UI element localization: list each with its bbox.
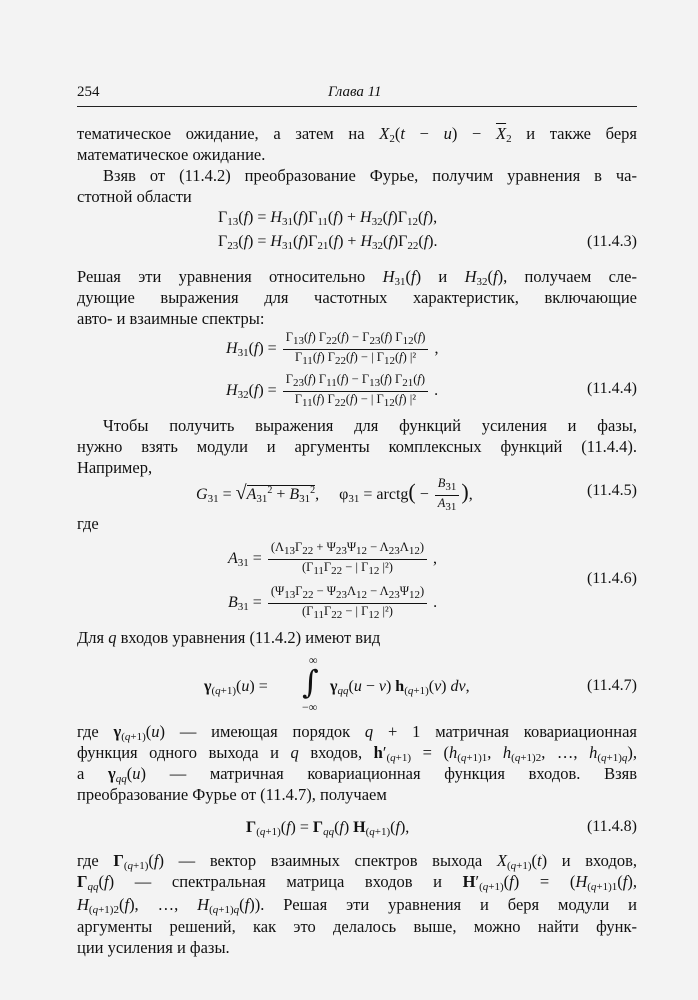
text-fragment: тематическое ожидание, а затем на: [77, 124, 380, 143]
text-line-3: Взяв от (11.4.2) преобразование Фурье, получим уравнения в ча-: [103, 166, 637, 185]
text-fragment: . Решая эти уравнения и беря модули и: [260, 895, 638, 914]
integral-upper-limit: ∞: [309, 653, 318, 667]
text-fragment: где: [77, 851, 114, 870]
eq-number: (11.4.4): [586, 380, 637, 397]
text-fragment: , получаем сле-: [503, 267, 637, 286]
text-fragment: и входов,: [547, 851, 638, 870]
eq-number: (11.4.6): [586, 570, 637, 587]
text-line-4: стотной области: [77, 187, 192, 206]
text-fragment: и: [421, 267, 465, 286]
eq-number: (11.4.5): [586, 482, 637, 499]
text-fragment: а: [77, 764, 109, 783]
text-fragment: — вектор взаимных спектров выхода: [163, 851, 497, 870]
text-line-21: ции усиления и фазы.: [77, 938, 230, 957]
text-fragment: Решая эти уравнения относительно: [77, 267, 383, 286]
text-fragment: — спектральная матрица входов и: [114, 872, 463, 891]
text-fragment: входов уравнения (11.4.2) имеют вид: [116, 628, 381, 647]
text-line-8: Чтобы получить выражения для функций усиления и фазы,: [103, 416, 637, 435]
text-fragment: …,: [157, 895, 198, 914]
integral-lower-limit: −∞: [302, 700, 318, 714]
text-line-16: преобразование Фурье от (11.4.7), получаем: [77, 785, 387, 804]
header-rule: [77, 106, 637, 107]
text-fragment: Для: [77, 628, 109, 647]
text-line-10: Например,: [77, 458, 153, 477]
equation-11-4-4-line2: $H_{32}(f)$ = $\frac{\Gamma 23(f) \Gamma 11(f) - \Gamma 13(f) \Gamma 21(f)}{\text{Γ11(f) Γ22(f) − | Γ12(f) |²}}$ .: [226, 372, 439, 409]
text-line-2: математическое ожидание.: [77, 145, 266, 164]
equation-11-4-7-rhs: $\gamma_{qq}(u - v)$ $h_{(q+1)}(v)$ dv,: [330, 678, 470, 697]
text-line-1: тематическое ожидание, а затем на $X_2(t - u) - \overline{X}_2$ и также беря: [77, 124, 637, 145]
equation-11-4-6-line1: $A_{31}$ = $\frac{(\Lambda 13\Gamma 22 + \Psi 23\Psi 12 - \Lambda 23\Lambda 12)}{\text{(Γ11Γ22 − | Γ12 |²)}}$ ,: [228, 540, 437, 577]
text-line-18: $\Gamma_{qq}(f)$ — спектральная матрица входов и $H'_{(q+1)}(f) = (H_{(q+1)1}(f)$,: [77, 872, 638, 893]
text-line-6: дующие выражения для частотных характеристик, включающие: [77, 288, 637, 307]
equation-11-4-4-line1: $H_{31}(f)$ = $\frac{\Gamma 13(f) \Gamma 22(f) - \Gamma 23(f) \Gamma 12(f)}{\text{Γ11(f) Γ22(f) − | Γ12(f) |²}}$ ,: [226, 330, 439, 367]
page-number: 254: [77, 84, 100, 100]
text-line-17: где $\Gamma_{(q+1)}(f)$ — вектор взаимных спектров выхода $X_{(q+1)}(t)$ и входов,: [77, 851, 638, 872]
text-fragment: и также беря: [511, 124, 637, 143]
text-fragment: где: [77, 722, 114, 741]
equation-11-4-5: $G_{31} = √A_{31}^2 + B_{31}^2$, $\varphi_{31}$ = arctg( − $\frac{B31}{A31}$ ),: [196, 476, 473, 513]
text-line-11: где: [77, 514, 99, 533]
text-line-15: а $\gamma_{qq}(u)$ — матричная ковариационная функция входов. Взяв: [77, 764, 637, 785]
equation-11-4-3-line2: $\Gamma_{23}(f) = H_{31}(f)\Gamma_{21}(f) + H_{32}(f)\Gamma_{22}(f)$.: [218, 233, 438, 252]
equation-11-4-6-line2: $B_{31}$ = $\frac{(\Psi 13\Gamma 22 - \Psi 23\Lambda 12 - \Lambda 23\Psi 12)}{\text{(Γ11Γ22 − | Γ12 |²)}}$ .: [228, 584, 438, 621]
equation-11-4-8: $\Gamma_{(q+1)}(f) = \Gamma_{qq}(f)$ $H_{(q+1)}(f)$,: [246, 819, 410, 838]
text-fragment: матричная ковариационная: [420, 722, 637, 741]
equation-11-4-3-line1: $\Gamma_{13}(f) = H_{31}(f)\Gamma_{11}(f) + H_{32}(f)\Gamma_{12}(f)$,: [218, 209, 438, 228]
text-fragment: — имеющая порядок: [165, 722, 365, 741]
equation-11-4-7-lhs: $\gamma_{(q+1)}(u)$ =: [204, 678, 268, 697]
text-line-9: нужно взять модули и аргументы комплексных функций (11.4.4).: [77, 437, 637, 456]
text-line-12: Для q входов уравнения (11.4.2) имеют вид: [77, 628, 381, 647]
text-line-5: Решая эти уравнения относительно $H_{31}(f)$ и $H_{32}(f)$, получаем сле-: [77, 267, 637, 288]
integral-sign: ∫: [302, 663, 319, 701]
text-line-7: авто- и взаимные спектры:: [77, 309, 265, 328]
text-fragment: входов,: [298, 743, 374, 762]
text-fragment: функция одного выхода и: [77, 743, 291, 762]
text-line-13: где $\gamma_{(q+1)}(u)$ — имеющая порядок q + 1 матричная ковариационная: [77, 722, 637, 743]
chapter-title: Глава 11: [328, 84, 382, 100]
text-fragment: — матричная ковариационная функция входов. Взяв: [146, 764, 637, 783]
eq-number: (11.4.8): [586, 818, 637, 835]
eq-number: (11.4.3): [586, 233, 637, 250]
eq-number: (11.4.7): [586, 677, 637, 694]
text-line-19: $H_{(q+1)2}(f)$, …, $H_{(q+1)q}(f)$). Решая эти уравнения и беря модули и: [77, 895, 638, 916]
text-line-20: аргументы решений, как это делалось выше, можно найти функ-: [77, 917, 637, 936]
text-line-14: функция одного выхода и q входов, $h'_{(q+1)} = (h_{(q+1)1}$, $h_{(q+1)2}$, …, $h_{(q+1)q}$),: [77, 743, 638, 764]
